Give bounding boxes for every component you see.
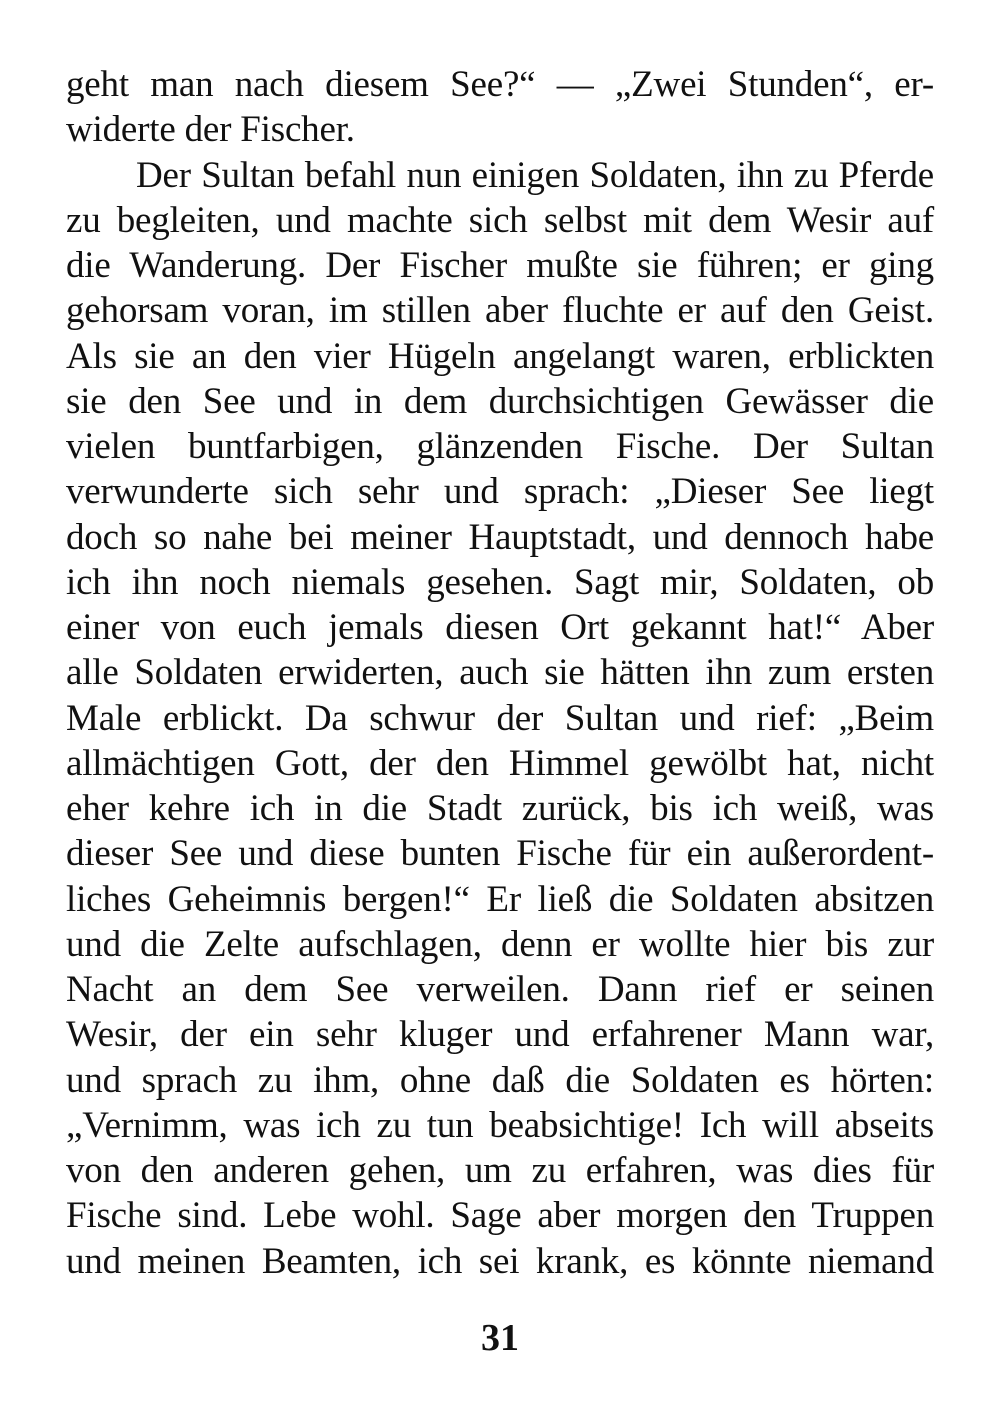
text-line: geht man nach diesem See?“ — „Zwei Stunden“, er- [66, 64, 934, 105]
page-number: 31 [481, 1317, 519, 1359]
text-line: Male erblickt. Da schwur der Sultan und rief: „Beim [66, 697, 934, 739]
text-line: einer von euch jemals diesen Ort gekannt hat!“ Aber [66, 607, 934, 648]
text-line: liches Geheimnis bergen!“ Er ließ die Soldaten absitzen [66, 878, 934, 920]
text-line: verwunderte sich sehr und sprach: „Dieser See liegt [66, 471, 934, 513]
text-line: Nacht an dem See verweilen. Dann rief er seinen [66, 969, 934, 1010]
text-line: und meinen Beamten, ich sei krank, es könnte niemand [66, 1240, 934, 1282]
text-line: Der Sultan befahl nun einigen Soldaten, ihn zu Pferde [136, 154, 934, 196]
text-line: eher kehre ich in die Stadt zurück, bis ich weiß, was [66, 788, 934, 829]
text-line: ich ihn noch niemals gesehen. Sagt mir, Soldaten, ob [66, 561, 934, 603]
text-line: Wesir, der ein sehr kluger und erfahrener Mann war, [66, 1014, 934, 1056]
text-line: und sprach zu ihm, ohne daß die Soldaten es hörten: [66, 1059, 934, 1101]
text-line: die Wanderung. Der Fischer mußte sie führen; er ging [66, 245, 934, 286]
text-line: allmächtigen Gott, der den Himmel gewölbt hat, nicht [66, 742, 934, 784]
text-line: Fische sind. Lebe wohl. Sage aber morgen den Truppen [66, 1195, 934, 1237]
text-line: Als sie an den vier Hügeln angelangt waren, erblickten [66, 335, 934, 377]
text-line: vielen buntfarbigen, glänzenden Fische. Der Sultan [66, 426, 934, 467]
text-line: doch so nahe bei meiner Hauptstadt, und dennoch habe [66, 516, 934, 558]
text-line: dieser See und diese bunten Fische für ein außerordent- [66, 833, 934, 875]
text-line: alle Soldaten erwiderten, auch sie hätten ihn zum ersten [66, 652, 934, 694]
body-text [66, 62, 934, 1284]
text-line: von den anderen gehen, um zu erfahren, was dies für [66, 1150, 934, 1191]
text-line: sie den See und in dem durchsichtigen Gewässer die [66, 380, 934, 422]
text-line: „Vernimm, was ich zu tun beabsichtige! Ich will abseits [66, 1104, 934, 1146]
text-line: gehorsam voran, im stillen aber fluchte er auf den Geist. [66, 290, 934, 332]
text-line: zu begleiten, und machte sich selbst mit dem Wesir auf [66, 199, 934, 241]
book-page [66, 62, 934, 1402]
text-line: widerte der Fischer. [66, 109, 355, 151]
text-line: und die Zelte aufschlagen, denn er wollte hier bis zur [66, 923, 934, 965]
